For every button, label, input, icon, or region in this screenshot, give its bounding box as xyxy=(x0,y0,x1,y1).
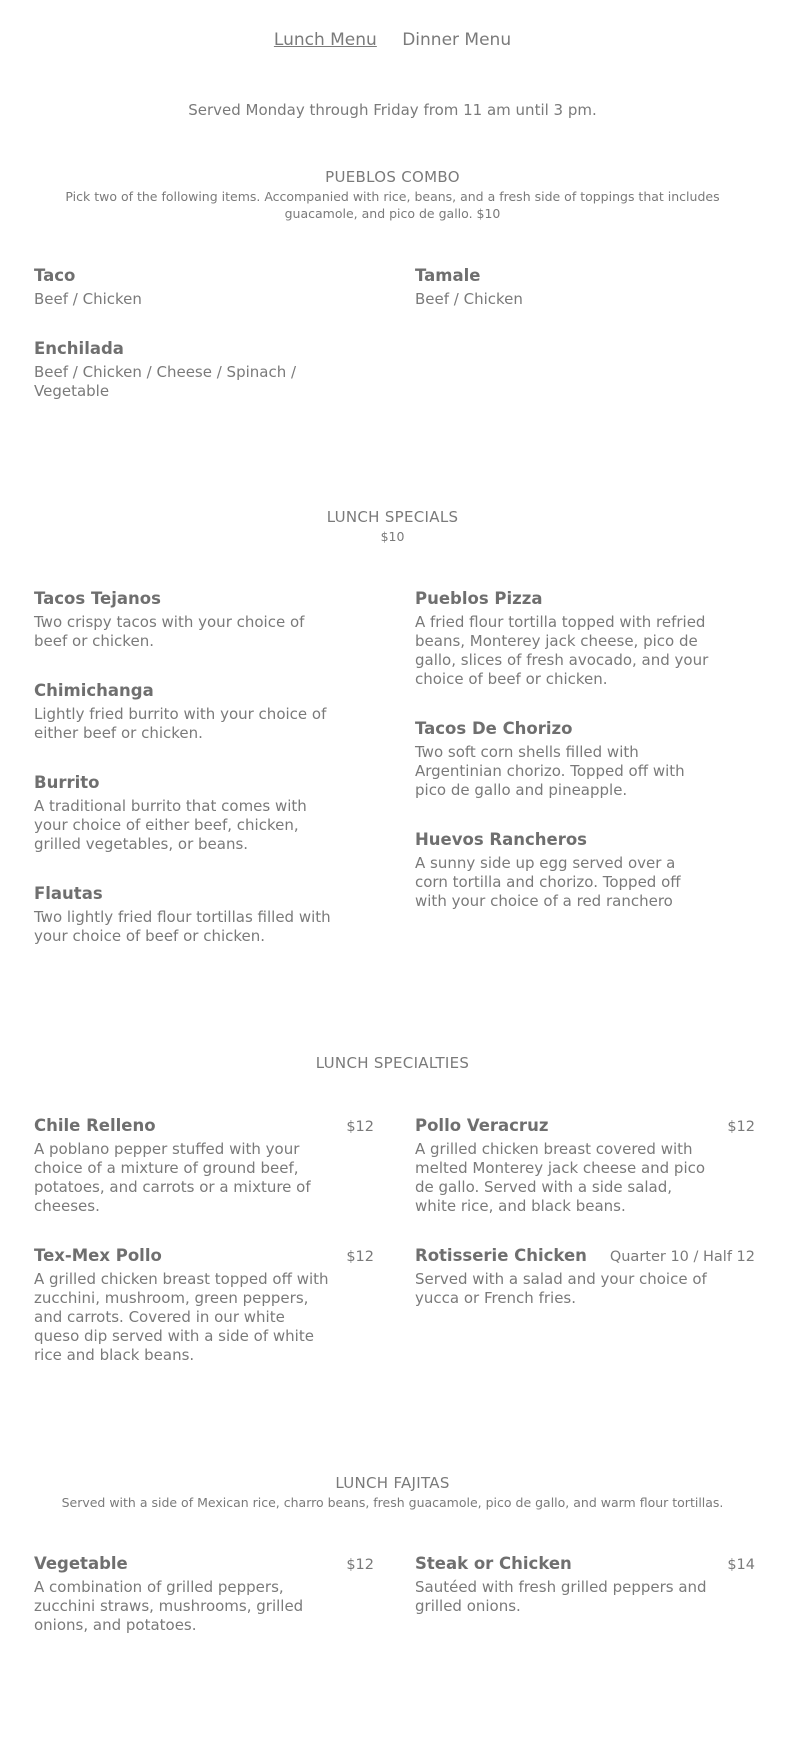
combo-subtitle: Pick two of the following items. Accompanied with rice, beans, and a fresh side of toppings that includes guacamole, and pico de gallo. $10 xyxy=(65,189,720,221)
menu-item xyxy=(415,1116,755,1216)
menu-item xyxy=(415,266,755,309)
item-price: Quarter 10 / Half 12 xyxy=(609,1249,755,1265)
item-price: $12 xyxy=(727,1119,755,1135)
item-price: $12 xyxy=(346,1249,374,1265)
item-description: Beef / Chicken xyxy=(34,290,142,308)
specials-subtitle: $10 xyxy=(380,529,405,544)
menu-item xyxy=(415,719,755,800)
item-price: $12 xyxy=(346,1119,374,1135)
item-name: Tacos Tejanos xyxy=(34,589,161,608)
item-name: Taco xyxy=(34,266,76,285)
fajitas-subtitle: Served with a side of Mexican rice, charro beans, fresh guacamole, pico de gallo, and warm flour tortillas. xyxy=(61,1495,724,1510)
service-hours: Served Monday through Friday from 11 am until 3 pm. xyxy=(188,101,597,119)
item-description: Two soft corn shells filled with Argentinian chorizo. Topped off with pico de gallo and pineapple. xyxy=(415,743,685,799)
item-description: A poblano pepper stuffed with your choice of a mixture of ground beef, potatoes, and carrots or a mixture of cheeses. xyxy=(34,1140,311,1215)
item-name: Pueblos Pizza xyxy=(415,589,543,608)
menu-item xyxy=(34,266,374,309)
menu-item xyxy=(34,773,374,854)
item-description: A grilled chicken breast topped off with zucchini, mushroom, green peppers, and carrots. Covered in our white queso dip served with a side of white rice and black beans. xyxy=(34,1270,329,1364)
menu-item xyxy=(415,1246,755,1308)
item-description: Beef / Chicken / Cheese / Spinach / Vegetable xyxy=(34,363,297,400)
item-name: Tamale xyxy=(415,266,481,285)
item-name: Burrito xyxy=(34,773,100,792)
specialties-title: LUNCH SPECIALTIES xyxy=(315,1054,470,1072)
menu-nav xyxy=(0,30,785,50)
item-name: Flautas xyxy=(34,884,103,903)
item-description: Two lightly fried flour tortillas filled with your choice of beef or chicken. xyxy=(34,908,331,945)
item-name: Chile Relleno xyxy=(34,1116,156,1135)
menu-item xyxy=(34,339,374,401)
item-description: A combination of grilled peppers, zucchini straws, mushrooms, grilled onions, and potatoes. xyxy=(34,1578,304,1634)
item-name: Chimichanga xyxy=(34,681,154,700)
item-description: Lightly fried burrito with your choice of either beef or chicken. xyxy=(34,705,327,742)
lunch-menu-link[interactable]: Lunch Menu xyxy=(273,30,377,50)
item-description: A traditional burrito that comes with your choice of either beef, chicken, grilled vegetables, or beans. xyxy=(34,797,307,853)
menu-item xyxy=(34,681,374,743)
item-name: Enchilada xyxy=(34,339,124,358)
item-name: Steak or Chicken xyxy=(415,1554,572,1573)
combo-title: PUEBLOS COMBO xyxy=(325,168,460,186)
menu-item xyxy=(415,830,755,911)
item-description: Two crispy tacos with your choice of beef or chicken. xyxy=(34,613,305,650)
item-name: Rotisserie Chicken xyxy=(415,1246,587,1265)
item-price: $14 xyxy=(727,1557,755,1573)
item-name: Pollo Veracruz xyxy=(415,1116,549,1135)
menu-item xyxy=(34,589,374,651)
item-description: Served with a salad and your choice of yucca or French fries. xyxy=(415,1270,707,1307)
item-price: $12 xyxy=(346,1557,374,1573)
menu-item xyxy=(415,1554,755,1616)
item-name: Vegetable xyxy=(34,1554,128,1573)
menu-item xyxy=(34,1554,374,1635)
menu-item xyxy=(415,589,755,689)
item-name: Tex-Mex Pollo xyxy=(34,1246,162,1265)
item-description: A fried flour tortilla topped with refried beans, Monterey jack cheese, pico de gallo, slices of fresh avocado, and your choice of beef or chicken. xyxy=(415,613,709,688)
item-description: A grilled chicken breast covered with melted Monterey jack cheese and pico de gallo. Served with a side salad, white rice, and black beans. xyxy=(415,1140,706,1215)
item-name: Tacos De Chorizo xyxy=(415,719,573,738)
menu-item xyxy=(34,1246,374,1365)
item-name: Huevos Rancheros xyxy=(415,830,588,849)
item-description: Sautéed with fresh grilled peppers and grilled onions. xyxy=(415,1578,707,1615)
item-description: Beef / Chicken xyxy=(415,290,523,308)
menu-item xyxy=(34,884,374,946)
fajitas-title: LUNCH FAJITAS xyxy=(335,1474,450,1492)
item-description: A sunny side up egg served over a corn tortilla and chorizo. Topped off with your choice of a red ranchero xyxy=(415,854,681,910)
menu-item xyxy=(34,1116,374,1216)
specials-title: LUNCH SPECIALS xyxy=(326,508,459,526)
dinner-menu-link[interactable]: Dinner Menu xyxy=(402,30,512,50)
